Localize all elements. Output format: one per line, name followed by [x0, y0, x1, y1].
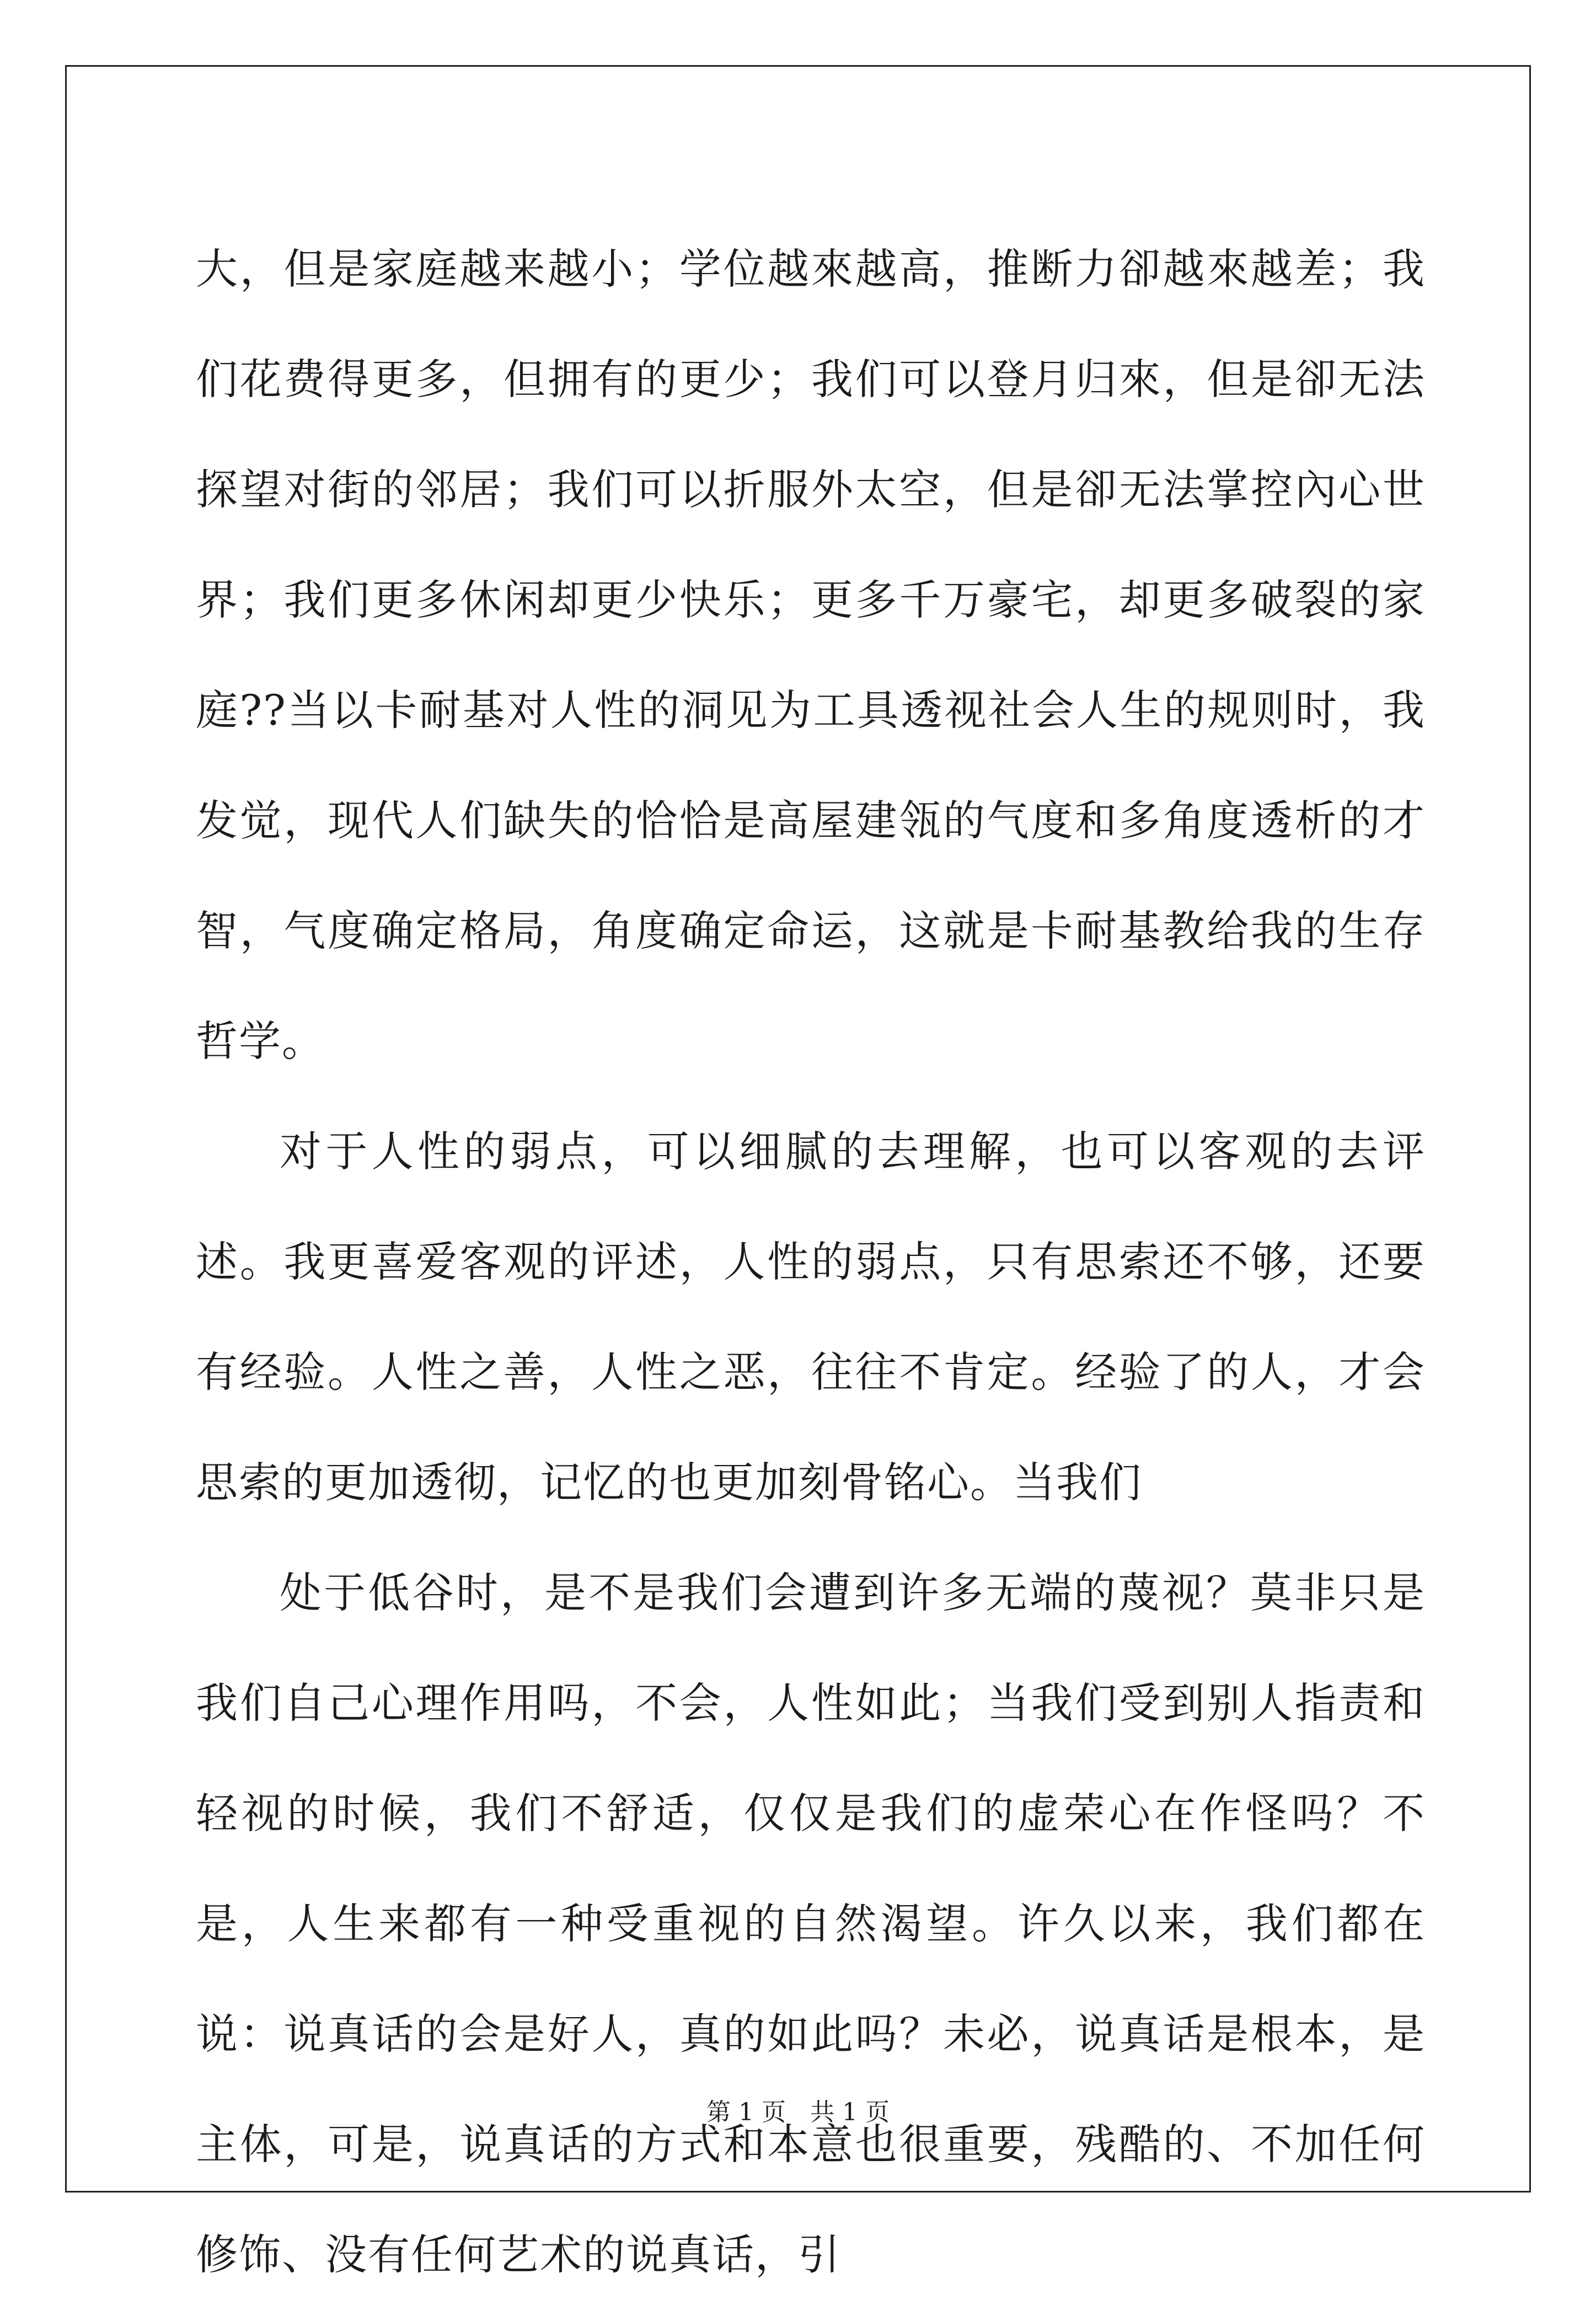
paragraph-2: 对于人性的弱点，可以细腻的去理解，也可以客观的去评述。我更喜爱客观的评述，人性的弱点，只有思索还不够，还要有经验。人性之善，人性之恶，往往不肯定。经验了的人，才会思索的更加透彻，记忆的也更加刻骨铭心。当我们: [196, 1127, 1426, 1507]
page-footer: 第 1 页 共 1 页: [706, 2098, 890, 2126]
paragraph-3: 处于低谷时，是不是我们会遭到许多无端的蔑视？莫非只是我们自己心理作用吗，不会，人性如此；当我们受到别人指责和轻视的时候，我们不舒适，仅仅是我们的虚荣心在作怪吗？不是，人生来都有一种受重视的自然渴望。许久以来，我们都在说：说真话的会是好人，真的如此吗？未必，说真话是根本，是主体，可是，说真话的方式和本意也很重要，残酷的、不加任何修饰、没有任何艺术的说真话，引: [196, 1568, 1426, 2279]
document-body: [196, 214, 1426, 2310]
paragraph-1: 大，但是家庭越来越小；学位越來越高，推断力卻越來越差；我们花费得更多，但拥有的更少；我们可以登月归來，但是卻无法探望对街的邻居；我们可以折服外太空，但是卻无法掌控內心世界；我们更多休闲却更少快乐；更多千万豪宅，却更多破裂的家庭??当以卡耐基对人性的洞见为工具透视社会人生的规则时，我发觉，现代人们缺失的恰恰是高屋建瓴的气度和多角度透析的才智，气度确定格局，角度确定命运，这就是卡耐基教给我的生存哲学。: [196, 244, 1426, 1066]
